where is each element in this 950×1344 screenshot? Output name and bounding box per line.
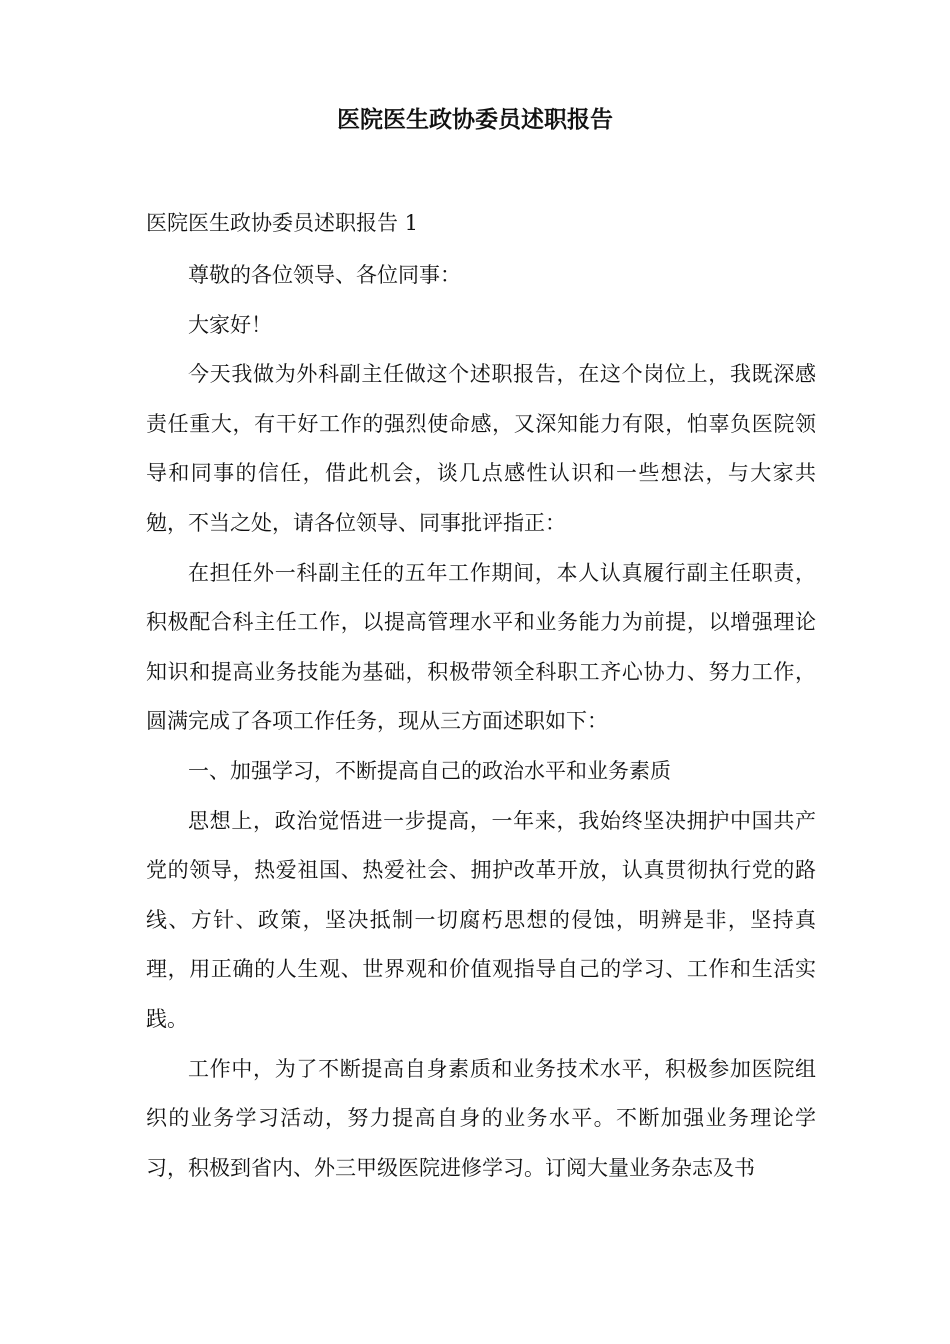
document-body <box>146 251 816 1193</box>
document-subtitle: 医院医生政协委员述职报告 1 <box>146 211 419 235</box>
work-paragraph: 工作中，为了不断提高自身素质和业务技术水平，积极参加医院组织的业务学习活动，努力提高自身的业务水平。不断加强业务理论学习，积极到省内、外三甲级医院进修学习。订阅大量业务杂志及书 <box>146 1056 816 1180</box>
greeting-paragraph: 大家好！ <box>188 312 272 337</box>
overview-paragraph: 在担任外一科副主任的五年工作期间，本人认真履行副主任职责，积极配合科主任工作，以提高管理水平和业务能力为前提，以增强理论知识和提高业务技能为基础，积极带领全科职工齐心协力、努力工作，圆满完成了各项工作任务，现从三方面述职如下： <box>146 560 816 734</box>
intro-paragraph: 今天我做为外科副主任做这个述职报告，在这个岗位上，我既深感责任重大，有干好工作的强烈使命感，又深知能力有限，怕辜负医院领导和同事的信任，借此机会，谈几点感性认识和一些想法，与大家共勉，不当之处，请各位领导、同事批评指正： <box>146 362 816 535</box>
document-title: 医院医生政协委员述职报告 <box>337 106 613 133</box>
salutation-paragraph: 尊敬的各位领导、各位同事： <box>188 263 461 287</box>
thought-paragraph: 思想上，政治觉悟进一步提高，一年来，我始终坚决拥护中国共产党的领导，热爱祖国、热爱社会、拥护改革开放，认真贯彻执行党的路线、方针、政策，坚决抵制一切腐朽思想的侵蚀，明辨是非，坚持真理，用正确的人生观、世界观和价值观指导自己的学习、工作和生活实践。 <box>146 808 816 1031</box>
section-heading-1: 一、加强学习，不断提高自己的政治水平和业务素质 <box>188 758 671 783</box>
